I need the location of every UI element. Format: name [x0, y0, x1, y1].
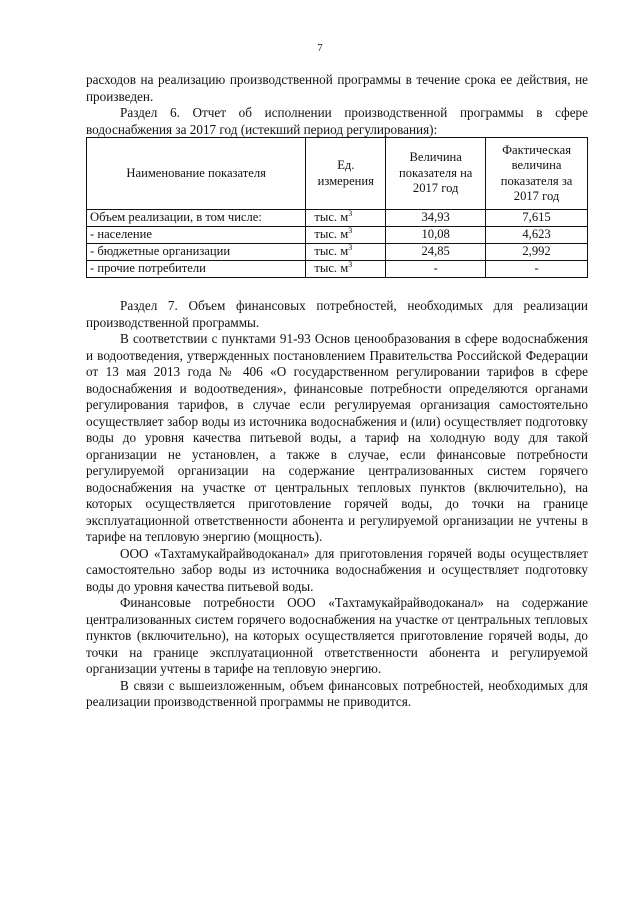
- header-unit: Ед. измерения: [306, 138, 386, 210]
- table-header-row: [87, 138, 588, 210]
- row-unit: тыс. $м^3$: [306, 261, 386, 278]
- table-row: [87, 210, 588, 227]
- header-name: Наименование показателя: [87, 138, 306, 210]
- table-row: [87, 261, 588, 278]
- row-planned: 24,85: [386, 244, 486, 261]
- row-actual: -: [486, 261, 588, 278]
- report-table: [86, 137, 588, 278]
- paragraph: ООО «Тахтамукайрайводоканал» для приготовления горячей воды осуществляет самостоятельно забор воды из источника водоснабжения и осуществляет подготовку воды до уровня качества питьевой воды.: [86, 545, 588, 594]
- page-number: 7: [317, 42, 323, 54]
- row-actual: 2,992: [486, 244, 588, 261]
- section-7-heading: Раздел 7. Объем финансовых потребностей, необходимых для реализации производственной программы.: [86, 298, 588, 330]
- row-name: - бюджетные организации: [87, 244, 306, 261]
- header-actual: Фактическая величина показателя за 2017 год: [486, 138, 588, 210]
- row-planned: 34,93: [386, 210, 486, 227]
- row-unit: тыс. $м^3$: [306, 244, 386, 261]
- row-planned: -: [386, 261, 486, 278]
- row-planned: 10,08: [386, 227, 486, 244]
- intro-block: [86, 72, 588, 138]
- row-name: Объем реализации, в том числе:: [87, 210, 306, 227]
- row-name: - население: [87, 227, 306, 244]
- intro-line: расходов на реализацию производственной программы в течение срока ее действия, не произведен.: [86, 72, 588, 104]
- row-actual: 4,623: [486, 227, 588, 244]
- section-6-heading: Раздел 6. Отчет об исполнении производственной программы в сфере водоснабжения за 2017 год (истекший период регулирования):: [86, 105, 588, 137]
- paragraph: В связи с вышеизложенным, объем финансовых потребностей, необходимых для реализации производственной программы не приводится.: [86, 677, 588, 709]
- row-actual: 7,615: [486, 210, 588, 227]
- header-planned: Величина показателя на 2017 год: [386, 138, 486, 210]
- section-7-block: [86, 298, 588, 711]
- row-name: - прочие потребители: [87, 261, 306, 278]
- paragraph: Финансовые потребности ООО «Тахтамукайрайводоканал» на содержание централизованных систем горячего водоснабжения на участке от центральных тепловых пунктов (включительно), на которых осуществляется приготовление горячей воды, до точки на границе эксплуатационной ответственности абонента и регулируемой организации учтены в тарифе на тепловую энергию.: [86, 595, 588, 676]
- row-unit: тыс. $м^3$: [306, 227, 386, 244]
- row-unit: тыс. $м^3$: [306, 210, 386, 227]
- table-row: [87, 227, 588, 244]
- paragraph: В соответствии с пунктами 91-93 Основ ценообразования в сфере водоснабжения и водоотведения, утвержденных постановлением Правительства Российской Федерации от 13 мая 2013 года № 406 «О государственном регулировании тарифов в сфере водоснабжения и водоотведения», финансовые потребности определяются органами регулирования тарифов, в случае если регулируемая организация самостоятельно осуществляет забор воды из источника водоснабжения и (или) осуществляет подготовку воды до уровня качества питьевой воды, а тариф на холодную воду для такой организации не установлен, а также в случае, если финансовые потребности регулируемой организации на содержание централизованных систем горячего водоснабжения на участке от центральных тепловых пунктов (включительно), на которых осуществляется приготовление горячей воды, до точки на границе эксплуатационной ответственности абонента и регулируемой организации не учтены в тарифе на тепловую энергию (мощность).: [86, 331, 588, 544]
- table-row: [87, 244, 588, 261]
